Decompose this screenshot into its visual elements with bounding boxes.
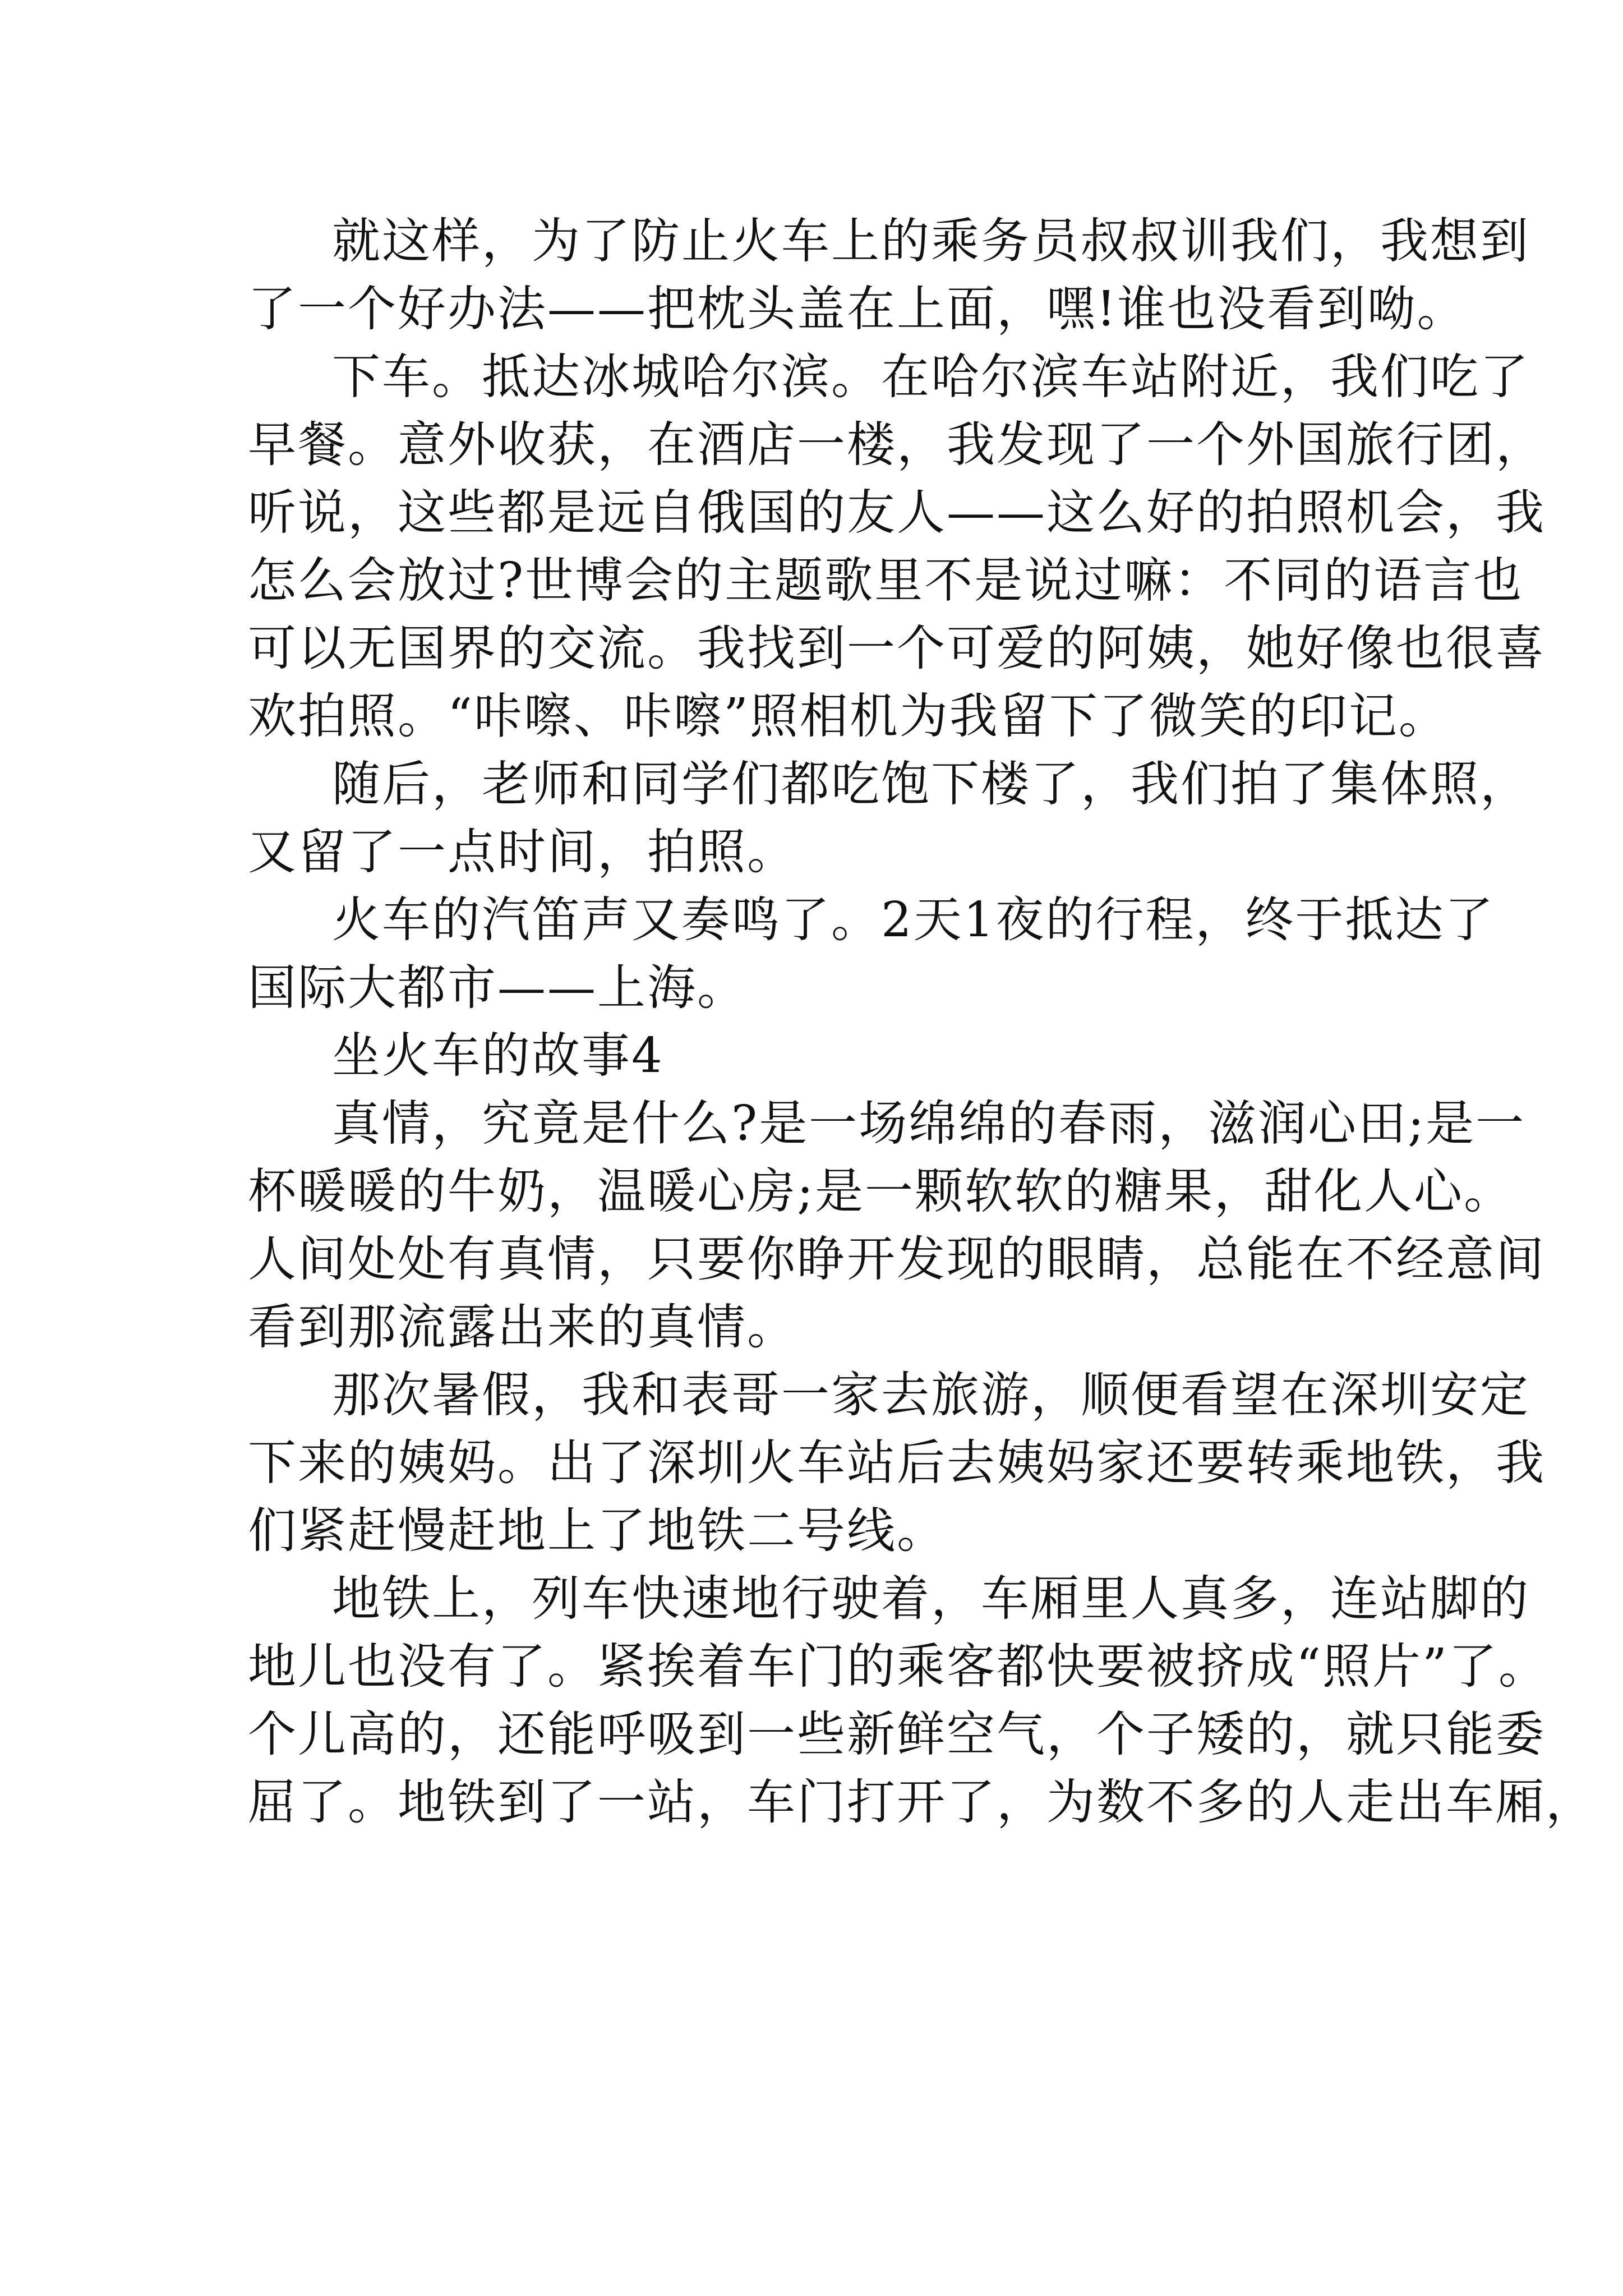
text-line: 欢拍照。“咔嚓、咔嚓”照相机为我留下了微笑的印记。 — [248, 688, 1449, 744]
text-line: 又留了一点时间，拍照。 — [248, 824, 797, 880]
text-line: 了一个好办法——把枕头盖在上面，嘿!谁也没看到呦。 — [248, 281, 1467, 337]
text-line: 真情，究竟是什么?是一场绵绵的春雨，滋润心田;是一 — [332, 1096, 1526, 1152]
text-line: 下来的姨妈。出了深圳火车站后去姨妈家还要转乘地铁，我 — [248, 1435, 1546, 1491]
text-line: 就这样，为了防止火车上的乘务员叔叔训我们，我想到 — [332, 213, 1530, 269]
text-line: 早餐。意外收获，在酒店一楼，我发现了一个外国旅行团， — [248, 417, 1546, 473]
text-line: 个儿高的，还能呼吸到一些新鲜空气，个子矮的，就只能委 — [248, 1706, 1546, 1763]
text-line: 那次暑假，我和表哥一家去旅游，顺便看望在深圳安定 — [332, 1367, 1530, 1423]
text-line: 国际大都市——上海。 — [248, 960, 747, 1016]
text-line: 杯暖暖的牛奶，温暖心房;是一颗软软的糖果，甜化人心。 — [248, 1163, 1514, 1220]
text-line: 可以无国界的交流。我找到一个可爱的阿姨，她好像也很喜 — [248, 620, 1546, 677]
text-line: 屈了。地铁到了一站，车门打开了，为数不多的人走出车厢， — [248, 1774, 1596, 1830]
text-line: 人间处处有真情，只要你睁开发现的眼睛，总能在不经意间 — [248, 1231, 1546, 1287]
text-line: 随后，老师和同学们都吃饱下楼了，我们拍了集体照， — [332, 756, 1530, 812]
text-line: 地铁上，列车快速地行驶着，车厢里人真多，连站脚的 — [332, 1571, 1530, 1627]
document-body — [248, 208, 1596, 1837]
text-line: 地儿也没有了。紧挨着车门的乘客都快要被挤成“照片”了。 — [248, 1639, 1548, 1695]
text-line: 看到那流露出来的真情。 — [248, 1299, 797, 1355]
text-line: 下车。抵达冰城哈尔滨。在哈尔滨车站附近，我们吃了 — [332, 349, 1530, 405]
text-line: 火车的汽笛声又奏鸣了。2天1夜的行程，终于抵达了 — [332, 892, 1495, 948]
text-line: 听说，这些都是远自俄国的友人——这么好的拍照机会，我 — [248, 485, 1546, 541]
text-line: 们紧赶慢赶地上了地铁二号线。 — [248, 1503, 947, 1559]
text-line: 怎么会放过?世博会的主题歌里不是说过嘛：不同的语言也 — [248, 553, 1524, 609]
section-heading: 坐火车的故事4 — [332, 1028, 664, 1084]
